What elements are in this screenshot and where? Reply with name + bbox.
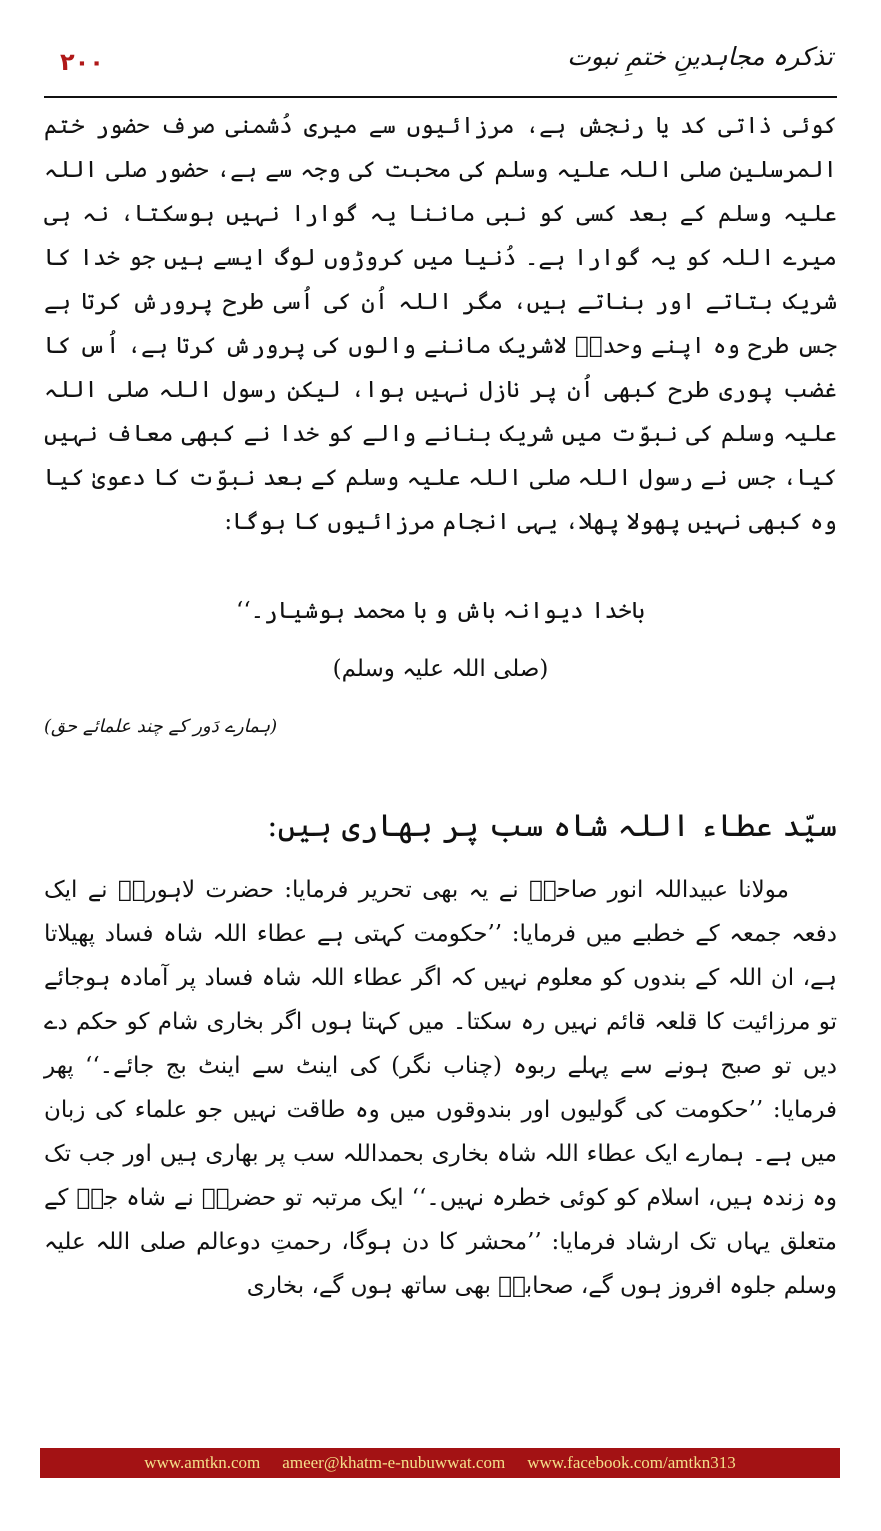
page-header — [40, 30, 837, 92]
paragraph-2: مولانا عبیداللہ انور صاحبؒ نے یہ بھی تحریر فرمایا: حضرت لاہوریؒ نے ایک دفعہ جمعہ کے خطبے میں فرمایا: ’’حکومت کہتی ہے عطاء اللہ شاہ فساد پھیلاتا ہے، ان اللہ کے بندوں کو معلوم نہیں کہ اگر عطاء اللہ شاہ فساد پر آمادہ ہوجائے تو مرزائیت کا قلعہ قائم نہیں رہ سکتا۔ میں کہتا ہوں اگر بخاری شام کو حکم دے دیں تو صبح ہونے سے پہلے ربوہ (چناب نگر) کی اینٹ سے اینٹ بج جائے۔‘‘ پھر فرمایا: ’’حکومت کی گولیوں اور بندوقوں میں وہ طاقت نہیں جو علماء کی زبان میں ہے۔ ہمارے ایک عطاء اللہ شاہ بخاری بحمداللہ سب پر بھاری ہیں اور جب تک وہ زندہ ہیں، اسلام کو کوئی خطرہ نہیں۔‘‘ ایک مرتبہ تو حضرتؒ نے شاہ جیؒ کے متعلق یہاں تک ارشاد فرمایا: ’’محشر کا دن ہوگا، رحمتِ دوعالم صلی اللہ علیہ وسلم جلوہ افروز ہوں گے، صحابہؓ بھی ساتھ ہوں گے، بخاری — [44, 877, 837, 1299]
paragraph-1: کوئی ذاتی کد یا رنجش ہے، مرزائیوں سے میری دُشمنی صرف حضور ختم المرسلین صلی اللہ علیہ وسلم کی محبت کی وجہ سے ہے، حضور صلی اللہ علیہ وسلم کے بعد کسی کو نبی ماننا یہ گوارا نہیں ہوسکتا، نہ ہی میرے اللہ کو یہ گوارا ہے۔ دُنیا میں کروڑوں لوگ ایسے ہیں جو خدا کا شریک بتاتے اور بناتے ہیں، مگر اللہ اُن کی اُسی طرح پرورش کرتا ہے جس طرح وہ اپنے وحدہٗ لاشریک ماننے والوں کی پرورش کرتا ہے، اُس کا غضب پوری طرح کبھی اُن پر نازل نہیں ہوا، لیکن رسول اللہ صلی اللہ علیہ وسلم کی نبوّت میں شریک بنانے والے کو خدا نے کبھی معاف نہیں کیا، جس نے رسول اللہ صلی اللہ علیہ وسلم کے بعد نبوّت کا دعویٰ کیا وہ کبھی نہیں پھولا پھلا، یہی انجام مرزائیوں کا ہوگا: — [44, 113, 837, 535]
section-heading: سیّد عطاء اللہ شاہ سب پر بھاری ہیں: — [267, 808, 837, 844]
footer-facebook-link[interactable]: www.facebook.com/amtkn313 — [527, 1453, 736, 1472]
page-number: ۲۰۰ — [60, 48, 104, 76]
couplet-line-2: (صلی اللہ علیہ وسلم) — [332, 656, 549, 682]
footer-website-link[interactable]: www.amtkn.com — [144, 1453, 261, 1472]
couplet-line-1: باخدا دیوانہ باش و با محمد ہوشیار۔‘‘ — [236, 598, 645, 624]
footer-email-link[interactable]: ameer@khatm-e-nubuwwat.com — [282, 1453, 506, 1472]
footer-bar — [40, 1448, 840, 1478]
source-citation: (ہمارے دَور کے چند علمائے حق) — [44, 716, 278, 737]
header-divider — [44, 96, 837, 98]
book-title: تذکرہ مجاہدینِ ختمِ نبوت — [567, 42, 833, 71]
